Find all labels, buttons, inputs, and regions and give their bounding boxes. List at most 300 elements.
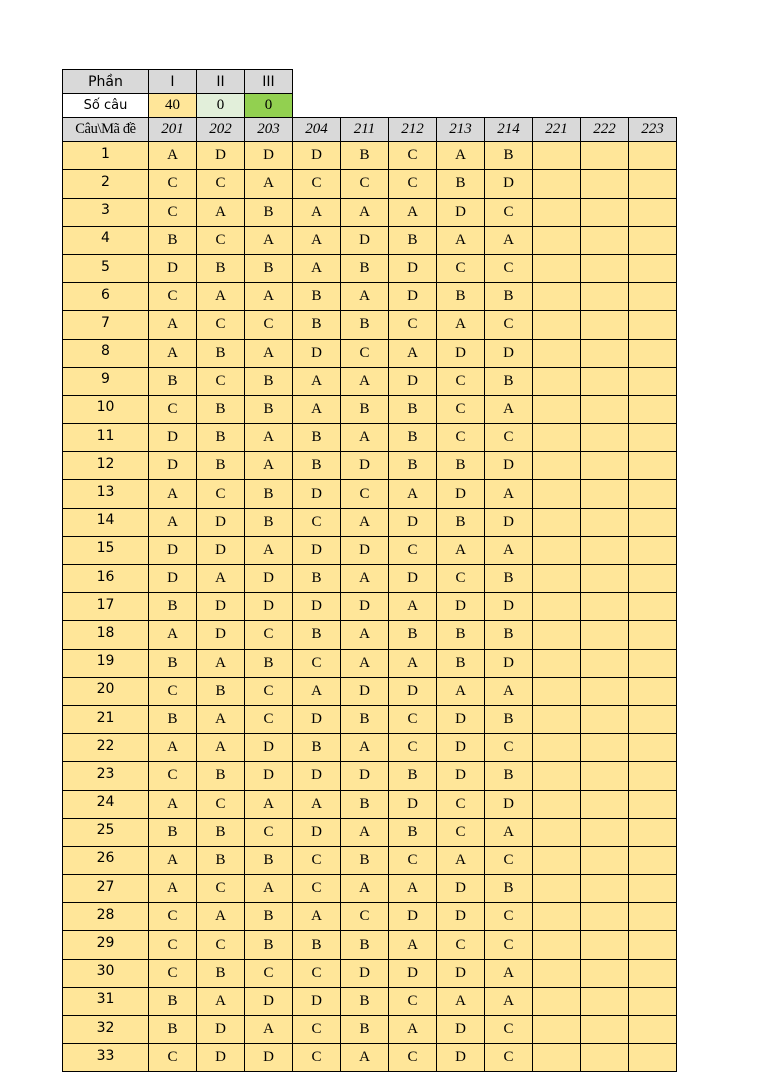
answer-cell[interactable] bbox=[629, 311, 677, 339]
answer-cell[interactable] bbox=[581, 452, 629, 480]
answer-cell[interactable]: A bbox=[389, 875, 437, 903]
answer-cell[interactable]: B bbox=[197, 677, 245, 705]
answer-cell[interactable]: A bbox=[293, 790, 341, 818]
answer-cell[interactable] bbox=[581, 734, 629, 762]
answer-cell[interactable] bbox=[533, 677, 581, 705]
answer-cell[interactable] bbox=[581, 959, 629, 987]
question-number[interactable]: 25 bbox=[63, 818, 149, 846]
answer-cell[interactable]: C bbox=[245, 311, 293, 339]
answer-cell[interactable]: B bbox=[341, 142, 389, 170]
answer-cell[interactable] bbox=[629, 705, 677, 733]
answer-cell[interactable]: C bbox=[485, 424, 533, 452]
answer-cell[interactable] bbox=[629, 762, 677, 790]
answer-cell[interactable]: D bbox=[149, 565, 197, 593]
answer-cell[interactable]: D bbox=[341, 452, 389, 480]
answer-cell[interactable] bbox=[533, 536, 581, 564]
answer-cell[interactable] bbox=[581, 508, 629, 536]
answer-cell[interactable]: C bbox=[389, 142, 437, 170]
header-code-214[interactable]: 214 bbox=[485, 118, 533, 142]
answer-cell[interactable]: C bbox=[293, 959, 341, 987]
answer-cell[interactable]: B bbox=[149, 593, 197, 621]
answer-cell[interactable]: D bbox=[485, 452, 533, 480]
answer-cell[interactable]: B bbox=[485, 875, 533, 903]
answer-cell[interactable]: D bbox=[293, 142, 341, 170]
summary-count-part-1[interactable]: 40 bbox=[149, 94, 197, 118]
answer-cell[interactable]: B bbox=[197, 424, 245, 452]
answer-cell[interactable]: B bbox=[197, 254, 245, 282]
answer-cell[interactable]: B bbox=[341, 395, 389, 423]
answer-cell[interactable]: C bbox=[389, 1044, 437, 1072]
answer-cell[interactable]: B bbox=[293, 565, 341, 593]
header-code-213[interactable]: 213 bbox=[437, 118, 485, 142]
question-number[interactable]: 22 bbox=[63, 734, 149, 762]
question-number[interactable]: 31 bbox=[63, 987, 149, 1015]
answer-cell[interactable]: B bbox=[485, 142, 533, 170]
summary-count-part-3[interactable]: 0 bbox=[245, 94, 293, 118]
answer-cell[interactable] bbox=[629, 846, 677, 874]
answer-cell[interactable]: B bbox=[389, 452, 437, 480]
answer-cell[interactable]: C bbox=[437, 931, 485, 959]
answer-cell[interactable] bbox=[629, 226, 677, 254]
answer-cell[interactable]: C bbox=[485, 734, 533, 762]
answer-cell[interactable] bbox=[581, 339, 629, 367]
answer-cell[interactable]: C bbox=[341, 339, 389, 367]
answer-cell[interactable] bbox=[581, 677, 629, 705]
answer-cell[interactable]: D bbox=[197, 536, 245, 564]
answer-cell[interactable]: A bbox=[197, 903, 245, 931]
answer-cell[interactable]: C bbox=[341, 480, 389, 508]
answer-cell[interactable]: B bbox=[149, 649, 197, 677]
answer-cell[interactable]: D bbox=[389, 959, 437, 987]
answer-cell[interactable]: D bbox=[245, 593, 293, 621]
answer-cell[interactable]: A bbox=[245, 170, 293, 198]
answer-cell[interactable]: C bbox=[293, 508, 341, 536]
question-number[interactable]: 1 bbox=[63, 142, 149, 170]
answer-cell[interactable]: B bbox=[197, 762, 245, 790]
answer-cell[interactable]: A bbox=[485, 536, 533, 564]
answer-cell[interactable]: D bbox=[437, 198, 485, 226]
answer-cell[interactable]: A bbox=[341, 1044, 389, 1072]
answer-cell[interactable] bbox=[629, 1016, 677, 1044]
header-code-201[interactable]: 201 bbox=[149, 118, 197, 142]
answer-cell[interactable]: D bbox=[197, 1016, 245, 1044]
answer-cell[interactable]: D bbox=[149, 536, 197, 564]
answer-cell[interactable]: B bbox=[437, 283, 485, 311]
answer-cell[interactable]: A bbox=[245, 536, 293, 564]
answer-cell[interactable]: A bbox=[437, 987, 485, 1015]
answer-cell[interactable]: B bbox=[485, 762, 533, 790]
answer-cell[interactable]: B bbox=[437, 621, 485, 649]
answer-cell[interactable]: D bbox=[341, 226, 389, 254]
answer-cell[interactable]: A bbox=[149, 339, 197, 367]
answer-cell[interactable]: D bbox=[485, 649, 533, 677]
answer-cell[interactable]: A bbox=[149, 311, 197, 339]
answer-cell[interactable]: B bbox=[293, 452, 341, 480]
answer-cell[interactable]: D bbox=[389, 367, 437, 395]
answer-cell[interactable]: A bbox=[245, 875, 293, 903]
answer-cell[interactable]: D bbox=[197, 593, 245, 621]
question-number[interactable]: 30 bbox=[63, 959, 149, 987]
answer-cell[interactable] bbox=[629, 367, 677, 395]
answer-cell[interactable] bbox=[581, 875, 629, 903]
answer-cell[interactable]: C bbox=[389, 705, 437, 733]
answer-cell[interactable]: C bbox=[485, 1044, 533, 1072]
answer-cell[interactable] bbox=[533, 311, 581, 339]
answer-cell[interactable] bbox=[533, 283, 581, 311]
answer-cell[interactable]: A bbox=[341, 649, 389, 677]
answer-cell[interactable]: B bbox=[245, 198, 293, 226]
answer-cell[interactable]: B bbox=[293, 424, 341, 452]
answer-cell[interactable]: B bbox=[293, 931, 341, 959]
question-number[interactable]: 12 bbox=[63, 452, 149, 480]
answer-cell[interactable]: D bbox=[293, 705, 341, 733]
answer-cell[interactable]: D bbox=[437, 593, 485, 621]
answer-cell[interactable]: B bbox=[293, 311, 341, 339]
answer-cell[interactable]: A bbox=[149, 790, 197, 818]
question-number[interactable]: 9 bbox=[63, 367, 149, 395]
answer-cell[interactable]: B bbox=[389, 818, 437, 846]
answer-cell[interactable]: D bbox=[437, 1016, 485, 1044]
answer-cell[interactable]: D bbox=[341, 593, 389, 621]
answer-cell[interactable]: A bbox=[485, 480, 533, 508]
header-code-223[interactable]: 223 bbox=[629, 118, 677, 142]
answer-cell[interactable] bbox=[533, 480, 581, 508]
answer-cell[interactable]: A bbox=[341, 424, 389, 452]
answer-cell[interactable]: B bbox=[341, 1016, 389, 1044]
answer-cell[interactable] bbox=[533, 424, 581, 452]
answer-cell[interactable]: A bbox=[293, 367, 341, 395]
answer-cell[interactable]: D bbox=[485, 790, 533, 818]
answer-cell[interactable]: C bbox=[485, 1016, 533, 1044]
answer-cell[interactable] bbox=[533, 734, 581, 762]
question-number[interactable]: 21 bbox=[63, 705, 149, 733]
answer-cell[interactable]: D bbox=[245, 142, 293, 170]
question-number[interactable]: 14 bbox=[63, 508, 149, 536]
question-number[interactable]: 17 bbox=[63, 593, 149, 621]
answer-cell[interactable]: C bbox=[245, 621, 293, 649]
answer-cell[interactable] bbox=[581, 705, 629, 733]
answer-cell[interactable] bbox=[629, 931, 677, 959]
answer-cell[interactable]: A bbox=[437, 846, 485, 874]
question-number[interactable]: 6 bbox=[63, 283, 149, 311]
answer-cell[interactable] bbox=[629, 508, 677, 536]
answer-cell[interactable]: A bbox=[149, 734, 197, 762]
answer-cell[interactable] bbox=[581, 790, 629, 818]
answer-cell[interactable]: C bbox=[245, 705, 293, 733]
answer-cell[interactable]: B bbox=[437, 452, 485, 480]
answer-cell[interactable]: B bbox=[245, 903, 293, 931]
answer-cell[interactable]: A bbox=[485, 987, 533, 1015]
answer-cell[interactable]: C bbox=[293, 875, 341, 903]
answer-cell[interactable]: C bbox=[245, 818, 293, 846]
answer-cell[interactable]: D bbox=[341, 959, 389, 987]
answer-cell[interactable] bbox=[629, 734, 677, 762]
answer-cell[interactable] bbox=[629, 283, 677, 311]
answer-cell[interactable]: A bbox=[341, 818, 389, 846]
answer-cell[interactable] bbox=[629, 621, 677, 649]
answer-cell[interactable]: D bbox=[245, 762, 293, 790]
answer-cell[interactable]: B bbox=[293, 734, 341, 762]
answer-cell[interactable]: C bbox=[437, 818, 485, 846]
answer-cell[interactable]: C bbox=[197, 790, 245, 818]
answer-cell[interactable] bbox=[581, 536, 629, 564]
answer-cell[interactable] bbox=[629, 959, 677, 987]
question-number[interactable]: 11 bbox=[63, 424, 149, 452]
answer-cell[interactable] bbox=[533, 987, 581, 1015]
answer-cell[interactable] bbox=[629, 170, 677, 198]
answer-cell[interactable]: C bbox=[149, 762, 197, 790]
answer-cell[interactable] bbox=[581, 480, 629, 508]
answer-cell[interactable]: C bbox=[437, 395, 485, 423]
answer-cell[interactable]: C bbox=[293, 1016, 341, 1044]
answer-cell[interactable]: D bbox=[485, 593, 533, 621]
answer-cell[interactable]: A bbox=[341, 565, 389, 593]
answer-cell[interactable] bbox=[629, 818, 677, 846]
answer-cell[interactable]: D bbox=[437, 875, 485, 903]
answer-cell[interactable]: A bbox=[293, 198, 341, 226]
answer-cell[interactable] bbox=[629, 395, 677, 423]
answer-cell[interactable]: A bbox=[197, 705, 245, 733]
answer-cell[interactable]: A bbox=[197, 734, 245, 762]
answer-cell[interactable] bbox=[533, 621, 581, 649]
answer-cell[interactable]: C bbox=[293, 1044, 341, 1072]
answer-cell[interactable]: D bbox=[149, 452, 197, 480]
answer-cell[interactable] bbox=[581, 424, 629, 452]
answer-cell[interactable]: B bbox=[341, 311, 389, 339]
answer-cell[interactable]: D bbox=[149, 254, 197, 282]
answer-cell[interactable] bbox=[581, 142, 629, 170]
answer-cell[interactable]: C bbox=[149, 1044, 197, 1072]
answer-cell[interactable] bbox=[533, 170, 581, 198]
answer-cell[interactable]: D bbox=[485, 508, 533, 536]
answer-cell[interactable] bbox=[581, 226, 629, 254]
answer-cell[interactable] bbox=[629, 452, 677, 480]
answer-cell[interactable] bbox=[581, 311, 629, 339]
answer-cell[interactable] bbox=[533, 593, 581, 621]
question-number[interactable]: 5 bbox=[63, 254, 149, 282]
answer-cell[interactable]: A bbox=[389, 593, 437, 621]
answer-cell[interactable]: D bbox=[437, 903, 485, 931]
answer-cell[interactable]: B bbox=[341, 705, 389, 733]
answer-cell[interactable]: A bbox=[341, 734, 389, 762]
answer-cell[interactable]: D bbox=[437, 1044, 485, 1072]
answer-cell[interactable]: B bbox=[485, 621, 533, 649]
answer-cell[interactable]: C bbox=[389, 170, 437, 198]
answer-cell[interactable]: B bbox=[245, 480, 293, 508]
answer-cell[interactable]: C bbox=[341, 903, 389, 931]
answer-cell[interactable]: D bbox=[485, 339, 533, 367]
answer-cell[interactable] bbox=[581, 395, 629, 423]
answer-cell[interactable]: D bbox=[197, 142, 245, 170]
answer-cell[interactable] bbox=[629, 790, 677, 818]
answer-cell[interactable]: B bbox=[197, 818, 245, 846]
answer-cell[interactable] bbox=[581, 593, 629, 621]
answer-cell[interactable]: D bbox=[341, 762, 389, 790]
answer-cell[interactable]: C bbox=[437, 367, 485, 395]
answer-cell[interactable] bbox=[629, 987, 677, 1015]
answer-cell[interactable]: A bbox=[197, 198, 245, 226]
question-number[interactable]: 10 bbox=[63, 395, 149, 423]
answer-cell[interactable]: A bbox=[437, 226, 485, 254]
answer-cell[interactable]: D bbox=[197, 508, 245, 536]
answer-cell[interactable]: D bbox=[293, 987, 341, 1015]
answer-cell[interactable] bbox=[533, 931, 581, 959]
answer-cell[interactable]: D bbox=[389, 677, 437, 705]
answer-cell[interactable]: A bbox=[245, 452, 293, 480]
answer-cell[interactable]: B bbox=[437, 170, 485, 198]
answer-cell[interactable] bbox=[629, 142, 677, 170]
answer-cell[interactable] bbox=[533, 649, 581, 677]
answer-cell[interactable] bbox=[533, 762, 581, 790]
answer-cell[interactable] bbox=[533, 508, 581, 536]
answer-cell[interactable]: A bbox=[485, 395, 533, 423]
answer-cell[interactable]: C bbox=[149, 198, 197, 226]
answer-cell[interactable]: C bbox=[197, 311, 245, 339]
answer-cell[interactable] bbox=[629, 903, 677, 931]
answer-cell[interactable]: C bbox=[149, 170, 197, 198]
answer-cell[interactable]: A bbox=[149, 846, 197, 874]
answer-cell[interactable] bbox=[581, 283, 629, 311]
answer-cell[interactable] bbox=[581, 762, 629, 790]
answer-cell[interactable]: C bbox=[437, 790, 485, 818]
answer-cell[interactable] bbox=[533, 452, 581, 480]
answer-cell[interactable]: A bbox=[149, 480, 197, 508]
answer-cell[interactable] bbox=[581, 818, 629, 846]
answer-cell[interactable]: B bbox=[485, 565, 533, 593]
answer-cell[interactable]: A bbox=[341, 875, 389, 903]
answer-cell[interactable] bbox=[581, 254, 629, 282]
answer-cell[interactable]: B bbox=[341, 254, 389, 282]
answer-cell[interactable]: B bbox=[485, 367, 533, 395]
answer-cell[interactable]: D bbox=[389, 283, 437, 311]
summary-header-part[interactable]: Phần bbox=[63, 70, 149, 94]
answer-cell[interactable] bbox=[629, 1044, 677, 1072]
answer-cell[interactable] bbox=[581, 987, 629, 1015]
answer-cell[interactable]: A bbox=[197, 649, 245, 677]
answer-cell[interactable]: A bbox=[293, 254, 341, 282]
answer-cell[interactable]: B bbox=[389, 424, 437, 452]
answer-cell[interactable]: A bbox=[389, 649, 437, 677]
answer-cell[interactable]: C bbox=[197, 931, 245, 959]
answer-cell[interactable] bbox=[533, 565, 581, 593]
answer-cell[interactable]: D bbox=[437, 734, 485, 762]
question-number[interactable]: 32 bbox=[63, 1016, 149, 1044]
answer-cell[interactable]: A bbox=[245, 1016, 293, 1044]
answer-cell[interactable]: A bbox=[389, 198, 437, 226]
answer-cell[interactable]: B bbox=[197, 452, 245, 480]
answer-cell[interactable]: D bbox=[341, 677, 389, 705]
answer-cell[interactable]: B bbox=[341, 846, 389, 874]
answer-cell[interactable] bbox=[629, 339, 677, 367]
answer-cell[interactable] bbox=[581, 565, 629, 593]
answer-cell[interactable]: B bbox=[293, 621, 341, 649]
answer-cell[interactable]: D bbox=[389, 790, 437, 818]
summary-header-part-3[interactable]: III bbox=[245, 70, 293, 94]
answer-cell[interactable] bbox=[533, 367, 581, 395]
answer-cell[interactable]: C bbox=[293, 170, 341, 198]
answer-cell[interactable]: B bbox=[437, 649, 485, 677]
answer-cell[interactable]: A bbox=[485, 226, 533, 254]
answer-cell[interactable]: D bbox=[485, 170, 533, 198]
question-number[interactable]: 4 bbox=[63, 226, 149, 254]
answer-cell[interactable]: B bbox=[245, 367, 293, 395]
answer-cell[interactable]: A bbox=[197, 283, 245, 311]
answer-cell[interactable]: B bbox=[245, 395, 293, 423]
answer-cell[interactable]: C bbox=[149, 903, 197, 931]
answer-cell[interactable]: B bbox=[485, 283, 533, 311]
answer-cell[interactable]: C bbox=[341, 170, 389, 198]
answer-cell[interactable] bbox=[581, 621, 629, 649]
answer-cell[interactable]: C bbox=[197, 480, 245, 508]
question-number[interactable]: 3 bbox=[63, 198, 149, 226]
answer-cell[interactable] bbox=[581, 367, 629, 395]
answer-cell[interactable]: C bbox=[149, 677, 197, 705]
answer-cell[interactable]: A bbox=[149, 875, 197, 903]
answer-cell[interactable]: B bbox=[389, 226, 437, 254]
answer-cell[interactable]: A bbox=[149, 508, 197, 536]
header-code-211[interactable]: 211 bbox=[341, 118, 389, 142]
answer-cell[interactable]: A bbox=[437, 677, 485, 705]
summary-count-part-2[interactable]: 0 bbox=[197, 94, 245, 118]
answer-cell[interactable] bbox=[581, 649, 629, 677]
answer-cell[interactable] bbox=[581, 931, 629, 959]
answer-cell[interactable] bbox=[533, 395, 581, 423]
answer-cell[interactable]: C bbox=[485, 846, 533, 874]
question-number[interactable]: 33 bbox=[63, 1044, 149, 1072]
answer-cell[interactable]: B bbox=[149, 226, 197, 254]
answer-cell[interactable]: C bbox=[485, 931, 533, 959]
answer-cell[interactable]: D bbox=[293, 762, 341, 790]
question-number[interactable]: 28 bbox=[63, 903, 149, 931]
answer-cell[interactable]: A bbox=[341, 198, 389, 226]
header-question-code[interactable]: Câu\Mã đề bbox=[63, 118, 149, 142]
answer-cell[interactable] bbox=[629, 536, 677, 564]
question-number[interactable]: 18 bbox=[63, 621, 149, 649]
answer-cell[interactable]: B bbox=[197, 395, 245, 423]
answer-cell[interactable] bbox=[629, 593, 677, 621]
answer-cell[interactable]: D bbox=[293, 593, 341, 621]
answer-cell[interactable]: A bbox=[437, 142, 485, 170]
answer-cell[interactable]: C bbox=[293, 846, 341, 874]
answer-cell[interactable]: D bbox=[437, 339, 485, 367]
answer-cell[interactable]: B bbox=[149, 705, 197, 733]
answer-cell[interactable]: A bbox=[437, 311, 485, 339]
answer-cell[interactable]: B bbox=[149, 818, 197, 846]
answer-cell[interactable]: C bbox=[197, 226, 245, 254]
answer-cell[interactable] bbox=[533, 903, 581, 931]
answer-cell[interactable]: B bbox=[245, 649, 293, 677]
answer-cell[interactable]: C bbox=[245, 677, 293, 705]
answer-cell[interactable]: A bbox=[293, 677, 341, 705]
answer-cell[interactable] bbox=[533, 198, 581, 226]
answer-cell[interactable]: C bbox=[149, 283, 197, 311]
answer-cell[interactable]: B bbox=[341, 790, 389, 818]
answer-cell[interactable]: D bbox=[293, 818, 341, 846]
answer-cell[interactable]: A bbox=[389, 931, 437, 959]
answer-cell[interactable]: C bbox=[389, 734, 437, 762]
answer-cell[interactable] bbox=[629, 677, 677, 705]
answer-cell[interactable]: B bbox=[341, 987, 389, 1015]
header-code-203[interactable]: 203 bbox=[245, 118, 293, 142]
answer-cell[interactable]: C bbox=[437, 424, 485, 452]
answer-cell[interactable]: A bbox=[389, 339, 437, 367]
question-number[interactable]: 24 bbox=[63, 790, 149, 818]
question-number[interactable]: 13 bbox=[63, 480, 149, 508]
answer-cell[interactable]: B bbox=[197, 339, 245, 367]
question-number[interactable]: 27 bbox=[63, 875, 149, 903]
answer-cell[interactable]: B bbox=[197, 846, 245, 874]
answer-cell[interactable]: A bbox=[341, 283, 389, 311]
